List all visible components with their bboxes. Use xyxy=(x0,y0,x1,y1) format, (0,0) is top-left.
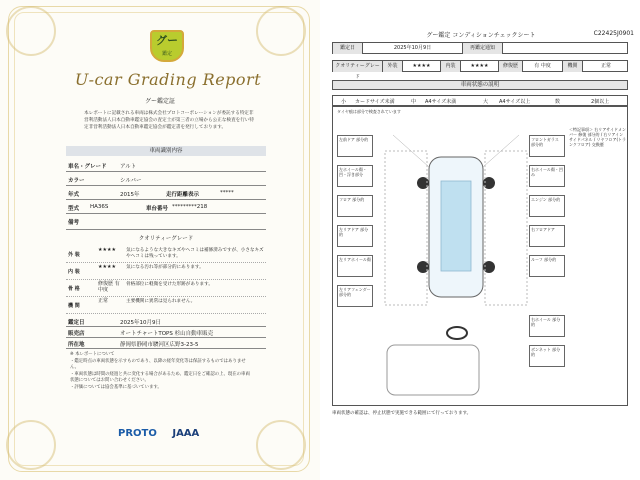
section-vehicle-header: 車両識別内容 xyxy=(66,146,266,156)
vehicle-diagram xyxy=(332,106,628,406)
model-row: 型式 HA36S 車台番号 *********218 xyxy=(66,200,266,214)
damage-box: 左ホイール傷・凹・浮き部分 xyxy=(337,165,373,187)
color-row: カラー シルバー xyxy=(66,172,266,186)
diagram-title: 車両状態の説明 xyxy=(332,80,628,90)
damage-box: 右ホイール傷・凹み xyxy=(529,165,565,187)
sheet-footer: 車両状態の確認は、停止状態で実施できる範囲にて行っております。 xyxy=(332,411,472,416)
grade-interior: 内 装 ★★★★ 気になる汚れ等が部分的にあります。 xyxy=(66,263,266,280)
year-row: 年式 2015年 走行距離表示 ***** xyxy=(66,186,266,200)
corner-ornament xyxy=(256,6,306,56)
damage-box: 左前ドア 部分的 xyxy=(337,135,373,157)
sheet-title: グー鑑定 コンディションチェックシート xyxy=(426,32,536,39)
date-table xyxy=(332,42,628,54)
engine-label: 機関 xyxy=(563,61,583,72)
frame-value: 有 中度 xyxy=(523,61,563,72)
ext-label: 外装 xyxy=(383,61,403,72)
sheet-id: C22425J0901 xyxy=(593,30,634,37)
script-title: U-car Grading Report xyxy=(74,70,262,89)
corner-ornament xyxy=(256,420,306,470)
vehicle-name-row: 車名・グレード アルト xyxy=(66,158,266,172)
grade-exterior: 外 装 ★★★★ 気になるような大きなキズやヘコミは補修済みですが、小さなキズやヘコミは残っています。 xyxy=(66,246,266,263)
proto-logo: PROTO xyxy=(118,428,157,439)
goo-badge-logo xyxy=(150,30,184,62)
intro-text: 本レポートに記載される車両は株式会社プロトコーポレーションが委託する特定非営利活動法人日本自動車鑑定協会の査定士が第三者の立場から公正な検査を行い特定非営利活動法人日本自動車鑑定協会が鑑定書を発行しております。 xyxy=(84,111,254,131)
footer-logos xyxy=(118,428,199,439)
engine-value: 正常 xyxy=(600,63,611,69)
quality-table xyxy=(332,60,628,80)
corner-ornament xyxy=(6,420,56,470)
section-quality-header: クオリティーグレード xyxy=(138,236,194,242)
damage-box: フロントガラス 部分的 xyxy=(529,135,565,157)
damage-box: エンジン 部分的 xyxy=(529,195,565,217)
special-remarks: ＜特記事項＞ 右リアサイドメンバー 修復 部分的 / 右リアインサイドパネル / リヤフロア(トランクフロア) 交換歴 xyxy=(569,127,627,147)
address-row: 所在地 静岡県静岡市駿河区広野3-23-5 xyxy=(66,338,266,349)
damage-box: 右ホイール 部分的 xyxy=(529,315,565,337)
legend-note: タイヤ痕は部分で検査されています xyxy=(337,109,401,114)
damage-box: ルーフ 部分的 xyxy=(529,255,565,277)
frame-label: 修復歴 xyxy=(499,61,523,72)
inspection-date-row: 鑑定日 2025年10月9日 xyxy=(66,316,266,327)
certificate-title: グー鑑定証 xyxy=(144,98,175,105)
ext-value: ★★★★ xyxy=(403,61,441,72)
car-outline-svg xyxy=(333,107,629,407)
int-value: ★★★★ xyxy=(461,61,499,72)
int-label: 内装 xyxy=(441,61,461,72)
corner-ornament xyxy=(6,6,56,56)
damage-box: フロア 部分的 xyxy=(337,195,373,217)
notes-text: ※ 本レポートについて ・鑑定時点の車両状態を示すものであり、以降の経年変化等は保証するものではありません。 ・車両状態は時間の経過と共に変化する場合があるため、鑑定日をご確認の上、現在の車両状態についてはお問い合わせください。 ・評価については協会基準に基づいています。 xyxy=(70,352,250,390)
badge-sub: 鑑定 xyxy=(161,51,172,57)
date-label: 鑑定日 xyxy=(333,43,363,54)
grade-engine: 機 関 正常 主要機関に異常は見られません。 xyxy=(66,297,266,314)
quality-label: クオリティーグレード xyxy=(333,61,383,72)
handle-label: 再鑑定通知 xyxy=(463,43,503,54)
date-value: 2025年10月9日 xyxy=(363,43,463,54)
jaaa-logo: JAAA xyxy=(172,428,200,439)
grade-frame: 骨 格 修復歴 有 中度 骨格部位に軽微を受けた形跡があります。 xyxy=(66,280,266,297)
damage-box: ボンネット 部分的 xyxy=(529,345,565,367)
size-legend: 小 カードサイズ未満 中 A4サイズ未満 大 A4サイズ以上 数 2個以上 xyxy=(332,95,628,106)
badge-kanji: グー xyxy=(156,34,178,47)
shop-row: 販売店 オートチャートTOPS 杉山自動車販売 xyxy=(66,327,266,338)
damage-box: 左リアフェンダー 部分的 xyxy=(337,285,373,307)
remarks-row: 備考 xyxy=(66,214,266,230)
damage-box: 右フロアドア xyxy=(529,225,565,247)
damage-box: 左リアドア 部分的 xyxy=(337,225,373,247)
condition-check-sheet xyxy=(322,0,640,480)
damage-box: 左リアホイール傷 xyxy=(337,255,373,277)
